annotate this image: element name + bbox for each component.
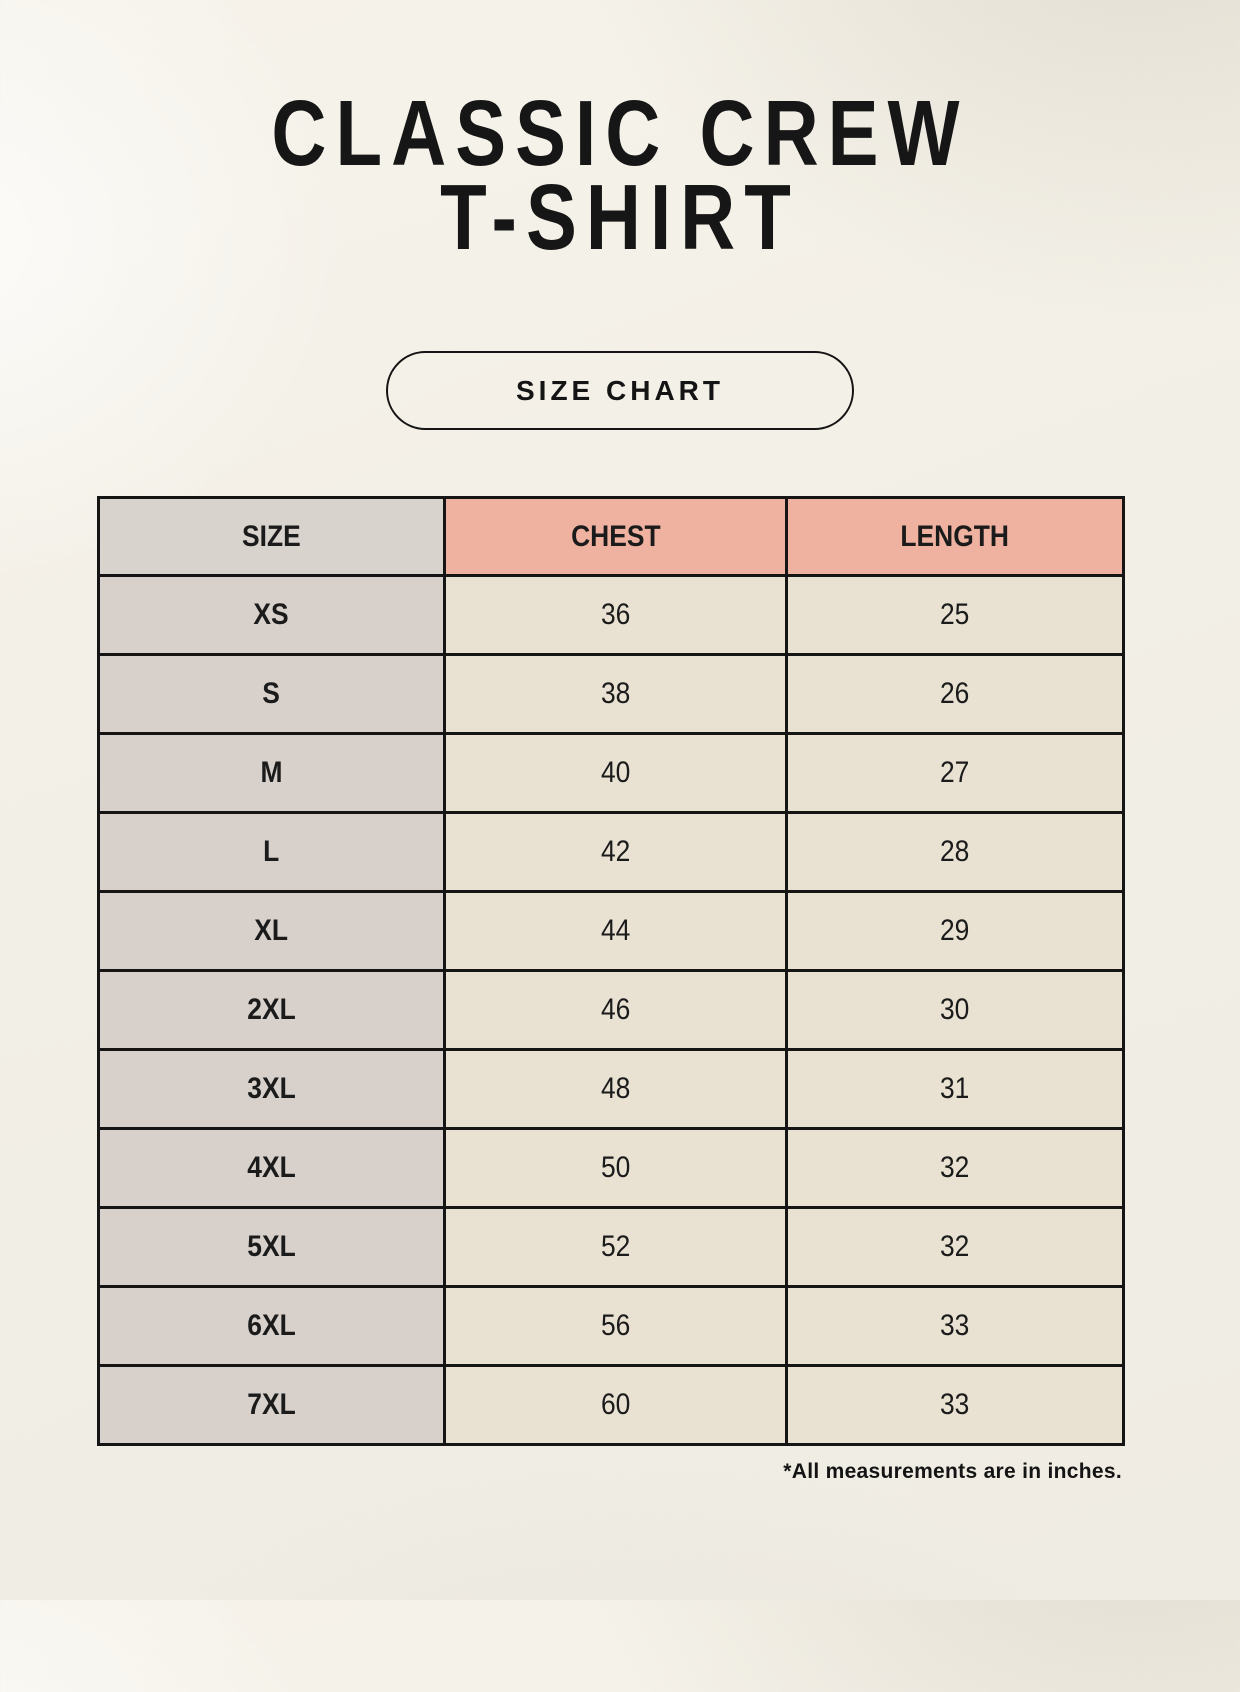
chest-cell: 42 [445, 813, 787, 892]
size-cell: L [99, 813, 445, 892]
chest-cell: 46 [445, 971, 787, 1050]
length-cell: 32 [787, 1129, 1124, 1208]
size-table-header [99, 498, 1124, 576]
length-cell: 29 [787, 892, 1124, 971]
chest-cell: 40 [445, 734, 787, 813]
size-chart-badge[interactable] [386, 351, 854, 430]
length-cell: 32 [787, 1208, 1124, 1287]
length-cell: 30 [787, 971, 1124, 1050]
table-row-4xl [99, 1129, 1124, 1208]
measurements-footnote: *All measurements are in inches. [783, 1460, 1122, 1484]
page-title-line-1: CLASSIC CREW [271, 81, 969, 185]
size-cell: 3XL [99, 1050, 445, 1129]
length-cell: 33 [787, 1366, 1124, 1445]
table-row-7xl [99, 1366, 1124, 1445]
chest-cell: 60 [445, 1366, 787, 1445]
length-cell: 25 [787, 576, 1124, 655]
table-row-3xl [99, 1050, 1124, 1129]
length-cell: 33 [787, 1287, 1124, 1366]
size-cell: 7XL [99, 1366, 445, 1445]
chest-cell: 44 [445, 892, 787, 971]
table-row-xs [99, 576, 1124, 655]
size-cell: S [99, 655, 445, 734]
length-cell: 27 [787, 734, 1124, 813]
length-cell: 28 [787, 813, 1124, 892]
size-cell: XS [99, 576, 445, 655]
page-title [112, 81, 1129, 269]
table-row-6xl [99, 1287, 1124, 1366]
page-title-line-2: T-SHIRT [440, 164, 800, 269]
size-cell: 5XL [99, 1208, 445, 1287]
header-row [99, 498, 1124, 576]
chest-cell: 50 [445, 1129, 787, 1208]
chest-cell: 36 [445, 576, 787, 655]
chest-cell: 52 [445, 1208, 787, 1287]
size-cell: 2XL [99, 971, 445, 1050]
size-cell: XL [99, 892, 445, 971]
header-cell-length: LENGTH [787, 498, 1124, 576]
size-table-container [97, 496, 1122, 1446]
size-cell: M [99, 734, 445, 813]
table-row-5xl [99, 1208, 1124, 1287]
chest-cell: 38 [445, 655, 787, 734]
table-row-2xl [99, 971, 1124, 1050]
table-row-s [99, 655, 1124, 734]
size-table [97, 496, 1125, 1446]
table-row-xl [99, 892, 1124, 971]
size-cell: 6XL [99, 1287, 445, 1366]
chest-cell: 48 [445, 1050, 787, 1129]
size-chart-badge-label: SIZE CHART [516, 374, 724, 406]
table-row-m [99, 734, 1124, 813]
size-table-body [99, 576, 1124, 1445]
size-chart-page [0, 81, 1240, 1692]
length-cell: 31 [787, 1050, 1124, 1129]
header-cell-chest: CHEST [445, 498, 787, 576]
size-cell: 4XL [99, 1129, 445, 1208]
header-cell-size: SIZE [99, 498, 445, 576]
chest-cell: 56 [445, 1287, 787, 1366]
length-cell: 26 [787, 655, 1124, 734]
table-row-l [99, 813, 1124, 892]
